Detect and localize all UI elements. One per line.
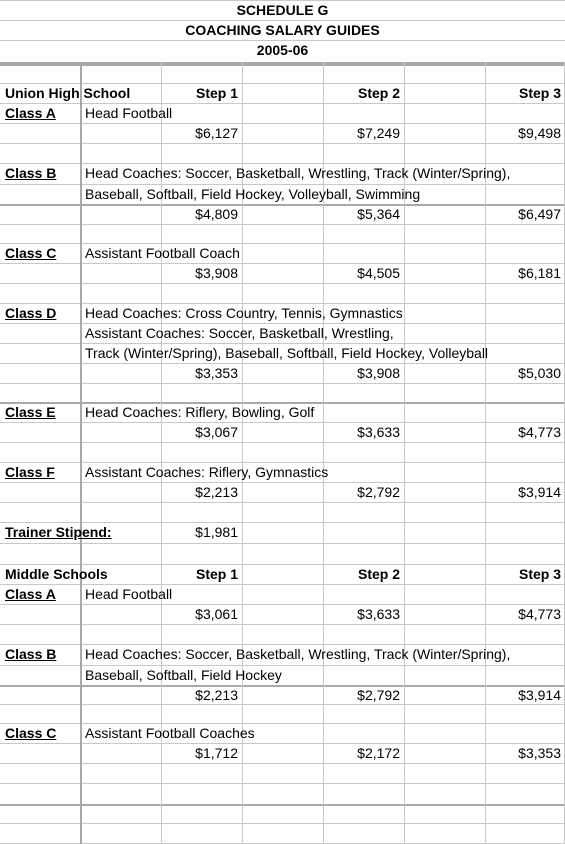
- union-class-b-step3: $6,497: [518, 206, 561, 222]
- grid-column-line: [80, 62, 82, 844]
- grid-row-line: [0, 604, 565, 605]
- grid-row-divider: [0, 204, 565, 206]
- middle-class-c-desc: Assistant Football Coaches: [85, 725, 255, 741]
- union-step1-header: Step 1: [195, 85, 238, 101]
- grid-row-line: [0, 543, 565, 544]
- middle-class-b-label: Class B: [5, 646, 57, 662]
- grid-row-line: [0, 283, 565, 284]
- grid-row-line: [0, 783, 565, 784]
- middle-class-a-desc: Head Football: [85, 586, 173, 602]
- grid-row-line: [0, 363, 565, 364]
- middle-step2-header: Step 2: [357, 566, 400, 582]
- union-class-a-step3: $9,498: [518, 125, 561, 141]
- grid-row-line: [0, 743, 565, 744]
- middle-class-c-label: Class C: [5, 725, 57, 741]
- union-class-a-step1: $6,127: [195, 125, 238, 141]
- union-class-c-label: Class C: [5, 245, 57, 261]
- schedule-subtitle: COACHING SALARY GUIDES: [185, 22, 380, 38]
- middle-class-b-step2: $2,792: [357, 687, 400, 703]
- grid-row-line: [0, 823, 565, 824]
- grid-row-line: [0, 143, 565, 144]
- middle-class-b-desc-line2: Baseball, Softball, Field Hockey: [85, 667, 282, 683]
- middle-class-b-step3: $3,914: [518, 687, 561, 703]
- grid-row-line: [0, 263, 565, 264]
- middle-class-b-step1: $2,213: [195, 687, 238, 703]
- grid-row-line: [0, 224, 565, 225]
- union-class-b-step2: $5,364: [357, 206, 400, 222]
- grid-row-line: [0, 502, 565, 503]
- union-step3-header: Step 3: [518, 85, 561, 101]
- union-class-f-step2: $2,792: [357, 484, 400, 500]
- middle-step1-header: Step 1: [195, 566, 238, 582]
- union-class-d-label: Class D: [5, 305, 57, 321]
- trainer-stipend-value: $1,981: [195, 524, 238, 540]
- grid-row-divider: [0, 64, 565, 66]
- union-class-d-step2: $3,908: [357, 365, 400, 381]
- union-class-e-step1: $3,067: [195, 424, 238, 440]
- grid-row-line: [0, 624, 565, 625]
- union-class-b-label: Class B: [5, 165, 57, 181]
- grid-row-divider: [0, 804, 565, 806]
- union-class-c-step1: $3,908: [195, 265, 238, 281]
- union-class-f-label: Class F: [5, 464, 55, 480]
- union-class-b-step1: $4,809: [195, 206, 238, 222]
- schedule-title: SCHEDULE G: [236, 2, 329, 18]
- middle-class-a-step2: $3,633: [357, 606, 400, 622]
- union-class-e-step2: $3,633: [357, 424, 400, 440]
- grid-row-line: [0, 422, 565, 423]
- middle-class-c-step1: $1,712: [195, 745, 238, 761]
- union-class-a-label: Class A: [5, 105, 56, 121]
- union-class-a-step2: $7,249: [357, 125, 400, 141]
- middle-section-heading: Middle Schools: [5, 566, 108, 582]
- middle-class-a-step3: $4,773: [518, 606, 561, 622]
- union-class-b-desc-line1: Head Coaches: Soccer, Basketball, Wrestling, Track (Winter/Spring),: [85, 165, 511, 181]
- grid-row-line: [0, 482, 565, 483]
- union-class-d-step3: $5,030: [518, 365, 561, 381]
- union-class-e-desc: Head Coaches: Riflery, Bowling, Golf: [85, 404, 315, 420]
- union-class-d-desc-line2: Assistant Coaches: Soccer, Basketball, Wrestling,: [85, 325, 394, 341]
- grid-row-line: [0, 123, 565, 124]
- union-class-b-desc-line2: Baseball, Softball, Field Hockey, Volleyball, Swimming: [85, 186, 421, 202]
- trainer-stipend-label: Trainer Stipend:: [5, 524, 112, 540]
- union-section-heading: Union High School: [5, 85, 131, 101]
- union-class-d-step1: $3,353: [195, 365, 238, 381]
- union-class-f-desc: Assistant Coaches: Riflery, Gymnastics: [85, 464, 329, 480]
- union-class-a-desc: Head Football: [85, 105, 173, 121]
- union-class-d-desc-line3: Track (Winter/Spring), Baseball, Softball, Field Hockey, Volleyball: [85, 345, 489, 361]
- grid-row-divider: [0, 685, 565, 687]
- grid-row-line: [0, 763, 565, 764]
- middle-class-b-desc-line1: Head Coaches: Soccer, Basketball, Wrestling, Track (Winter/Spring),: [85, 646, 511, 662]
- grid-row-line: [0, 383, 565, 384]
- union-class-c-desc: Assistant Football Coach: [85, 245, 240, 261]
- middle-class-c-step2: $2,172: [357, 745, 400, 761]
- union-step2-header: Step 2: [357, 85, 400, 101]
- middle-class-a-label: Class A: [5, 586, 56, 602]
- grid-row-line: [0, 704, 565, 705]
- middle-step3-header: Step 3: [518, 566, 561, 582]
- schedule-year: 2005-06: [256, 42, 309, 58]
- union-class-c-step2: $4,505: [357, 265, 400, 281]
- union-class-f-step3: $3,914: [518, 484, 561, 500]
- union-class-d-desc-line1: Head Coaches: Cross Country, Tennis, Gymnastics: [85, 305, 403, 321]
- middle-class-c-step3: $3,353: [518, 745, 561, 761]
- middle-class-a-step1: $3,061: [195, 606, 238, 622]
- union-class-e-step3: $4,773: [518, 424, 561, 440]
- union-class-c-step3: $6,181: [518, 265, 561, 281]
- grid-row-line: [0, 442, 565, 443]
- union-class-f-step1: $2,213: [195, 484, 238, 500]
- union-class-e-label: Class E: [5, 404, 56, 420]
